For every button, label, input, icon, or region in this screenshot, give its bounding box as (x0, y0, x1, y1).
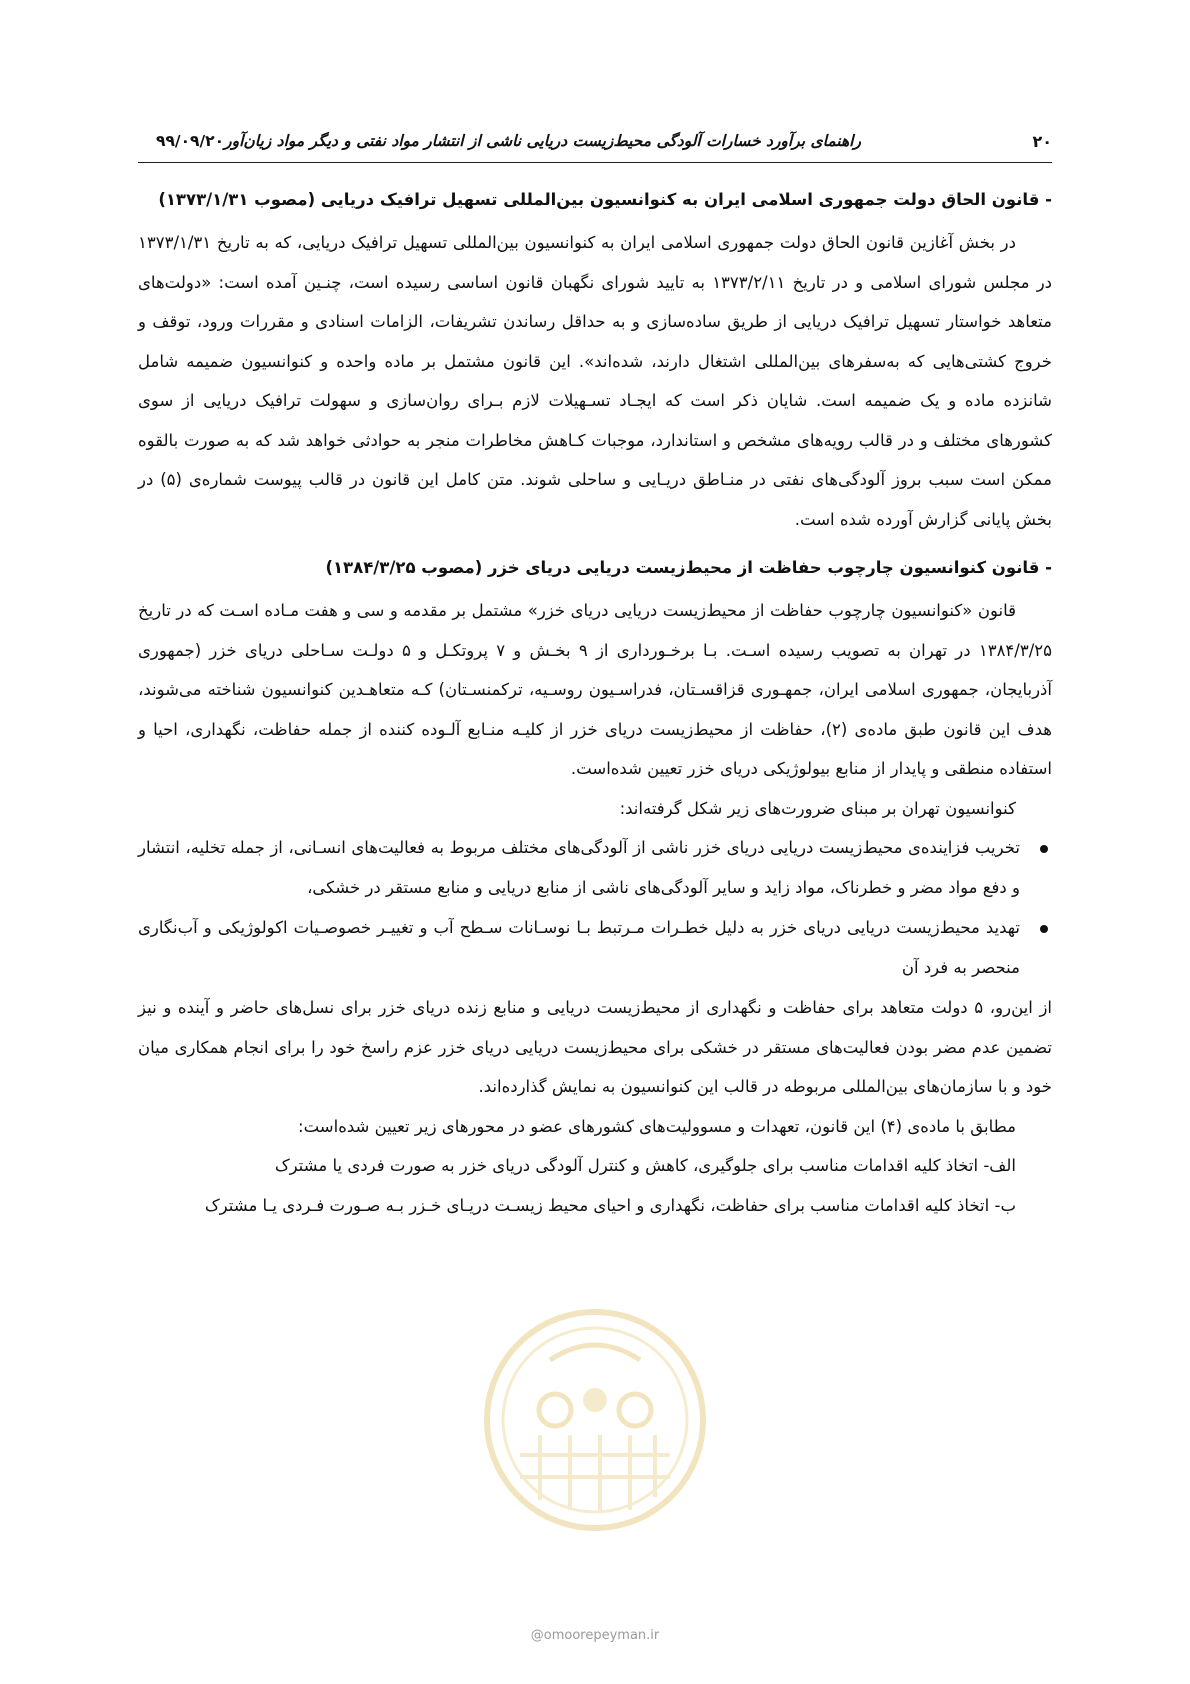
intro-line: مطابق با ماده‌ی (۴) این قانون، تعهدات و مسوولیت‌های کشورهای عضو در محورهای زیر تعیین شده‌است: (298, 1116, 1016, 1136)
section-heading: - قانون الحاق دولت جمهوری اسلامی ایران به کنوانسیون بین‌المللی تسهیل ترافیک دریایی (مصوب ۱۳۷۳/۱/۳۱) (158, 190, 1052, 209)
running-title (138, 132, 861, 150)
bullet-icon (1040, 845, 1048, 853)
list-item (138, 828, 1020, 908)
intro-line: کنوانسیون تهران بر مبنای ضرورت‌های زیر شکل گرفته‌اند: (619, 798, 1016, 818)
list-item-text: تخریب فزاینده‌ی محیط‌زیست دریایی دریای خزر ناشی از آلودگی‌های مختلف مربوط به فعالیت‌های انسـانی، از جمله تخلیه، انتشار و دفع مواد مضر و خطرناک، مواد زاید و سایر آلودگی‌های ناشی از منابع دریایی و منابع مستقر در خشکی، (138, 838, 1020, 897)
list-item (138, 908, 1020, 988)
paragraph: از این‌رو، ۵ دولت متعاهد برای حفاظت و نگهداری از محیط‌زیست دریایی و منابع زنده دریای خزر برای نسل‌های حاضر و آینده و نیز تضمین عدم مضر بودن فعالیت‌های مستقر در خشکی برای محیط‌زیست دریایی دریای خزر عزم راسخ خود را برای انجام همکاری میان خود و با سازمان‌های بین‌المللی مربوطه در قالب این کنوانسیون به نمایش گذارده‌اند. (138, 998, 1052, 1096)
watermark-site: @omoorepeyman.ir (530, 1628, 660, 1643)
item-label: الف- (983, 1156, 1016, 1175)
paragraph: در بخش آغازین قانون الحاق دولت جمهوری اسلامی ایران به کنوانسیون بین‌المللی تسهیل ترافیک دریایی، که به تاریخ ۱۳۷۳/۱/۳۱ در مجلس شورای اسلامی و در تاریخ ۱۳۷۳/۲/۱۱ به تایید شورای نگهبان قانون اساسی رسیده است، چنـین آمده است: «دولت‌های متعاهد خواستار تسهیل ترافیک دریایی از طریق ساده‌سازی و به حداقل رساندن تشریفات، الزامات اسنادی و مقررات ورود، توقف و خروج کشتی‌هایی که به‌سفرهای بین‌المللی اشتغال دارند، شده‌اند». این قانون مشتمل بر ماده واحده و کنوانسیون ضمیمه شامل شانزده ماده و یک ضمیمه است. شایان ذکر است که ایجـاد تسـهیلات لازم بـرای روان‌سازی و سهولت ترافیک دریایی از سوی کشورهای مختلف و در قالب رویه‌های مشخص و استاندارد، موجبات کـاهش مخاطرات منجر به حوادثی خواهد شد که به صورت بالقوه ممکن است سبب بروز آلودگی‌های نفتی در منـاطق دریـایی و ساحلی شوند. متن کامل این قانون در قالب پیوست شماره‌ی (۵) در بخش پایانی گزارش آورده شده است. (138, 233, 1053, 529)
bullet-icon (1040, 925, 1048, 933)
page-header (138, 130, 1052, 163)
list-item (138, 1146, 1052, 1186)
bullet-list (138, 828, 1052, 988)
watermark-seal-icon (480, 1305, 710, 1535)
page-body (138, 185, 1052, 1226)
item-text: اتخاذ کلیه اقدامات مناسب برای حفاظت، نگهداری و احیای محیط زیسـت دریـای خـزر بـه صـورت فـردی یـا مشترک (204, 1196, 990, 1215)
list-item-text: تهدید محیط‌زیست دریایی دریای خزر به دلیل خطـرات مـرتبط بـا نوسـانات سـطح آب و تغییـر خصوصـیات اکولوژیکی و آب‌نگاری منحصر به فرد آن (138, 918, 1020, 977)
paragraph: قانون «کنوانسیون چارچوب حفاظت از محیط‌زیست دریایی دریای خزر» مشتمل بر مقدمه و سی و هفت مـاده اسـت که در تاریخ ۱۳۸۴/۳/۲۵ در تهران به تصویب رسیده اسـت. بـا برخـورداری از ۹ بخـش و ۷ پروتکـل و ۵ دولـت سـاحلی دریای خزر (جمهوری آذربایجان، جمهوری اسلامی ایران، جمهـوری قزاقسـتان، فدراسـیون روسـیه، ترکمنسـتان) کـه متعاهـدین کنوانسیون شناخته می‌شوند، هدف این قانون طبق ماده‌ی (۲)، حفاظت از محیط‌زیست دریای خزر از کلیـه منـابع آلـوده کننده از جمله حفاظت، نگهداری، احیا و استفاده منطقی و پایدار از منابع بیولوژیکی دریای خزر تعیین شده‌است. (138, 601, 1052, 778)
page-number: ۲۰ (1032, 132, 1052, 151)
header-date: ۹۹/۰۹/۲۰ (156, 132, 225, 150)
header-title: راهنمای برآورد خسارات آلودگی محیط‌زیست دریایی ناشی از انتشار مواد نفتی و دیگر مواد زیان‌آور (224, 132, 861, 150)
section-heading: - قانون کنوانسیون چارچوب حفاظت از محیط‌زیست دریایی دریای خزر (مصوب ۱۳۸۴/۳/۲۵) (325, 558, 1052, 577)
item-label: ب- (994, 1196, 1016, 1215)
list-item (138, 1186, 1052, 1226)
item-text: اتخاذ کلیه اقدامات مناسب برای جلوگیری، کاهش و کنترل آلودگی دریای خزر به صورت فردی یا مشترک (274, 1156, 979, 1175)
